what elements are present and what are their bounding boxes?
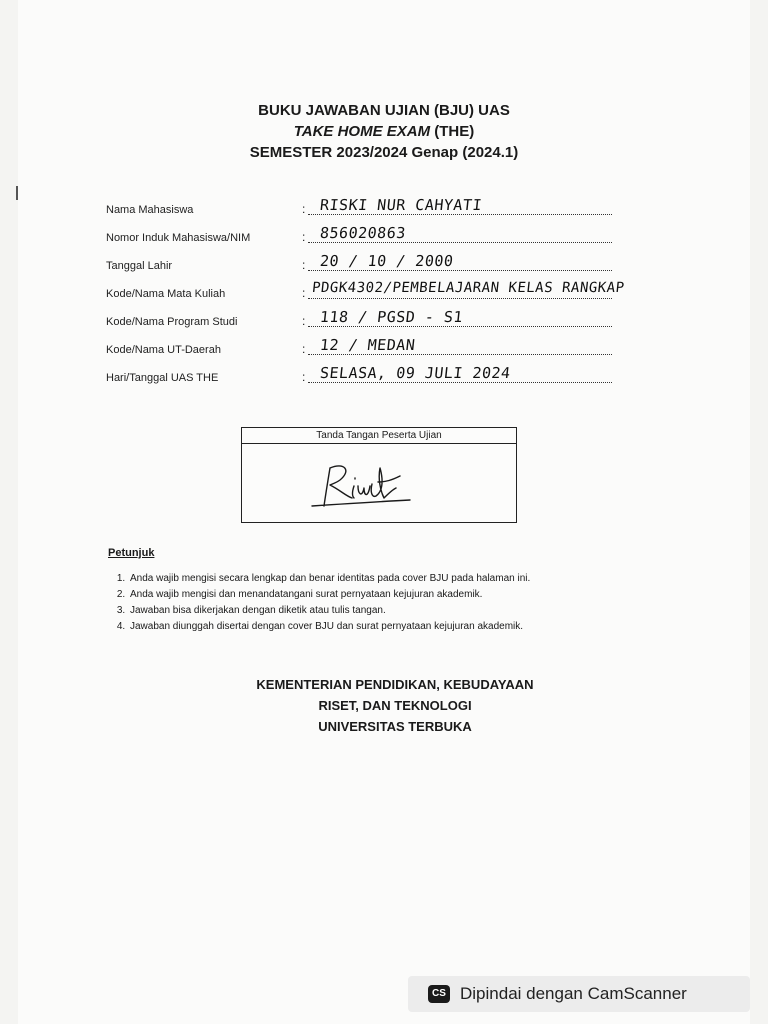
instruction-item: 1. Anda wajib mengisi secara lengkap dan benar identitas pada cover BJU pada halaman ini.	[128, 571, 628, 587]
instructions-list	[108, 571, 628, 635]
instruction-item: 4. Jawaban diunggah disertai dengan cover BJU dan surat pernyataan kejujuran akademik.	[128, 619, 628, 635]
form-label: Nama Mahasiswa	[106, 204, 194, 216]
camscanner-logo: CS	[428, 985, 450, 1003]
form-value-tanggal-lahir: 20 / 10 / 2000	[319, 252, 455, 270]
document-header	[0, 100, 768, 163]
instructions	[108, 547, 628, 635]
form-label: Nomor Induk Mahasiswa/NIM	[106, 232, 251, 244]
header-title: BUKU JAWABAN UJIAN (BJU) UAS	[258, 102, 510, 119]
handwritten-signature	[292, 448, 422, 518]
footer-line-research: RISET, DAN TEKNOLOGI	[318, 698, 472, 713]
form-label: Kode/Nama Mata Kuliah	[106, 288, 226, 300]
form-colon: :	[302, 258, 306, 272]
form-row-tanggal-uas	[106, 364, 626, 392]
form-value-ut-daerah: 12 / MEDAN	[319, 336, 417, 354]
camscanner-watermark	[408, 976, 750, 1012]
dotted-line	[308, 214, 612, 215]
form-label: Kode/Nama UT-Daerah	[106, 344, 221, 356]
form-label: Tanggal Lahir	[106, 260, 173, 272]
instruction-item: 3. Jawaban bisa dikerjakan dengan diketik atau tulis tangan.	[128, 603, 628, 619]
form-colon: :	[302, 314, 306, 328]
form-row-nama	[106, 196, 626, 224]
header-subtitle	[0, 121, 768, 142]
header-subtitle-rest: (THE)	[430, 123, 475, 140]
dotted-line	[308, 298, 612, 299]
form-value-nim: 856020863	[319, 224, 407, 242]
dotted-line	[308, 326, 612, 327]
form-value-mata-kuliah: PDGK4302/PEMBELAJARAN KELAS RANGKAP	[311, 280, 626, 296]
form-value-program-studi: 118 / PGSD - S1	[319, 308, 464, 326]
instructions-title: Petunjuk	[108, 547, 155, 559]
camscanner-text: Dipindai dengan CamScanner	[460, 984, 687, 1003]
form-colon: :	[302, 202, 306, 216]
footer-line-university: UNIVERSITAS TERBUKA	[318, 719, 472, 734]
signature-box	[241, 427, 517, 523]
form-colon: :	[302, 370, 306, 384]
dotted-line	[308, 354, 612, 355]
form-label: Kode/Nama Program Studi	[106, 316, 238, 328]
signature-box-title: Tanda Tangan Peserta Ujian	[242, 428, 516, 444]
header-semester: SEMESTER 2023/2024 Genap (2024.1)	[249, 144, 519, 161]
identity-form	[106, 196, 626, 392]
institution-footer	[0, 674, 768, 737]
form-row-nim	[106, 224, 626, 252]
form-label: Hari/Tanggal UAS THE	[106, 372, 219, 384]
scan-artifact	[16, 186, 18, 200]
dotted-line	[308, 270, 612, 271]
form-value-nama: RISKI NUR CAHYATI	[319, 196, 483, 214]
form-value-tanggal-uas: SELASA, 09 JULI 2024	[319, 364, 512, 382]
footer-line-ministry: KEMENTERIAN PENDIDIKAN, KEBUDAYAAN	[256, 677, 534, 692]
form-row-tanggal-lahir	[106, 252, 626, 280]
form-row-ut-daerah	[106, 336, 626, 364]
form-row-program-studi	[106, 308, 626, 336]
form-colon: :	[302, 286, 306, 300]
form-row-mata-kuliah	[106, 280, 626, 308]
dotted-line	[308, 242, 612, 243]
instruction-item: 2. Anda wajib mengisi dan menandatangani surat pernyataan kejujuran akademik.	[128, 587, 628, 603]
header-subtitle-italic: TAKE HOME EXAM	[293, 123, 431, 140]
form-colon: :	[302, 230, 306, 244]
form-colon: :	[302, 342, 306, 356]
dotted-line	[308, 382, 612, 383]
